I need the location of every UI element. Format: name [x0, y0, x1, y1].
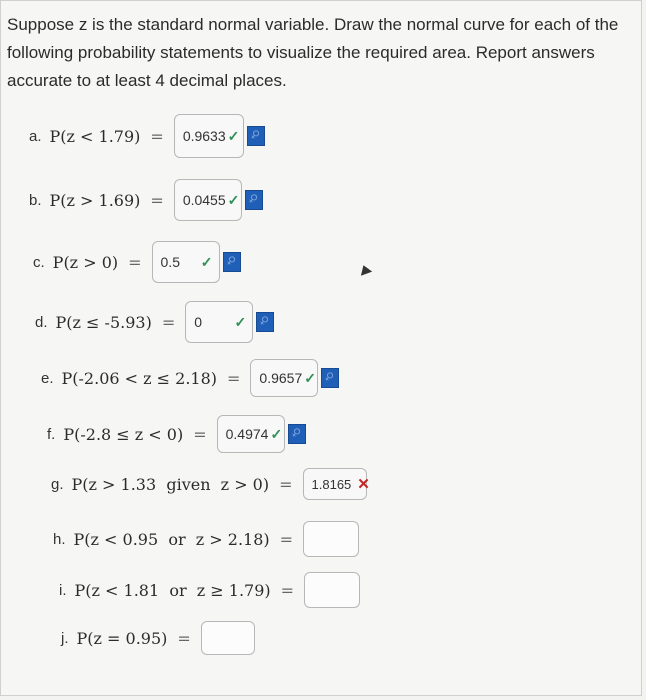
key-icon[interactable] [288, 424, 306, 444]
part-h [53, 521, 359, 557]
answer-input[interactable] [303, 468, 370, 500]
x-icon: ✕ [357, 476, 370, 493]
answer-value: 0.9633 [182, 128, 226, 144]
answer-value: 0.4974 [225, 426, 269, 442]
probability-expression: P(z = 0.95) [76, 628, 168, 648]
answer-value: 0.5 [160, 254, 180, 270]
equals-sign: = [280, 580, 295, 600]
check-icon: ✓ [234, 313, 247, 330]
part-label: j. [61, 629, 69, 647]
part-e [41, 359, 339, 397]
answer-input[interactable] [152, 241, 220, 283]
question-intro: Suppose z is the standard normal variable. Draw the normal curve for each of the following probability statements to visualize the required area. Report answers accurate to at least 4 decimal places. [7, 15, 619, 90]
equals-sign: = [279, 474, 293, 494]
equals-sign: = [161, 312, 176, 332]
equals-sign: = [150, 126, 164, 146]
answer-input[interactable] [303, 521, 359, 557]
answer-input[interactable] [217, 415, 285, 453]
key-icon[interactable] [321, 368, 339, 388]
key-icon[interactable] [223, 252, 241, 272]
part-f [47, 415, 306, 453]
probability-expression: P(z > 1.33 given z > 0) [71, 474, 270, 494]
part-c [33, 241, 241, 283]
check-icon: ✓ [304, 369, 316, 386]
answer-input[interactable] [174, 179, 242, 221]
part-i [59, 572, 360, 608]
part-label: a. [29, 127, 42, 145]
mouse-cursor-icon [358, 263, 372, 276]
probability-expression: P(z ≤ -5.93) [55, 312, 152, 332]
part-d [35, 301, 274, 343]
answer-input[interactable] [250, 359, 318, 397]
answer-input[interactable] [304, 572, 360, 608]
key-icon[interactable] [256, 312, 274, 332]
key-icon[interactable] [247, 126, 265, 146]
part-label: e. [41, 369, 54, 387]
probability-expression: P(z < 1.81 or z ≥ 1.79) [74, 580, 271, 600]
equals-sign: = [279, 529, 294, 549]
part-a [29, 114, 265, 158]
part-label: f. [47, 425, 56, 443]
answer-input[interactable] [201, 621, 255, 655]
answer-value: 1.8165 [311, 476, 352, 492]
answer-value: 0 [194, 314, 203, 330]
answer-value: 0.0455 [182, 192, 226, 208]
key-icon[interactable] [245, 190, 263, 210]
part-j [61, 621, 255, 655]
equals-sign: = [128, 252, 142, 272]
probability-expression: P(-2.8 ≤ z < 0) [63, 424, 184, 444]
part-label: h. [53, 530, 66, 548]
check-icon: ✓ [200, 253, 213, 270]
part-b [29, 179, 263, 221]
part-label: b. [29, 191, 42, 209]
probability-expression: P(z < 0.95 or z > 2.18) [73, 529, 270, 549]
part-label: d. [35, 313, 48, 331]
part-label: i. [59, 581, 67, 599]
check-icon: ✓ [227, 191, 240, 208]
equals-sign: = [227, 368, 241, 388]
check-icon: ✓ [270, 425, 283, 442]
probability-expression: P(z > 1.69) [49, 190, 141, 210]
probability-expression: P(z > 0) [52, 252, 119, 272]
part-g [51, 468, 370, 500]
part-label: c. [33, 253, 45, 271]
probability-expression: P(z < 1.79) [49, 126, 141, 146]
answer-input[interactable] [185, 301, 253, 343]
check-icon: ✓ [227, 127, 240, 144]
answer-value: 0.9657 [259, 370, 303, 386]
equals-sign: = [177, 628, 191, 648]
part-label: g. [51, 475, 64, 493]
equals-sign: = [193, 424, 207, 444]
equals-sign: = [150, 190, 164, 210]
answer-input[interactable] [174, 114, 244, 158]
probability-expression: P(-2.06 < z ≤ 2.18) [61, 368, 218, 388]
